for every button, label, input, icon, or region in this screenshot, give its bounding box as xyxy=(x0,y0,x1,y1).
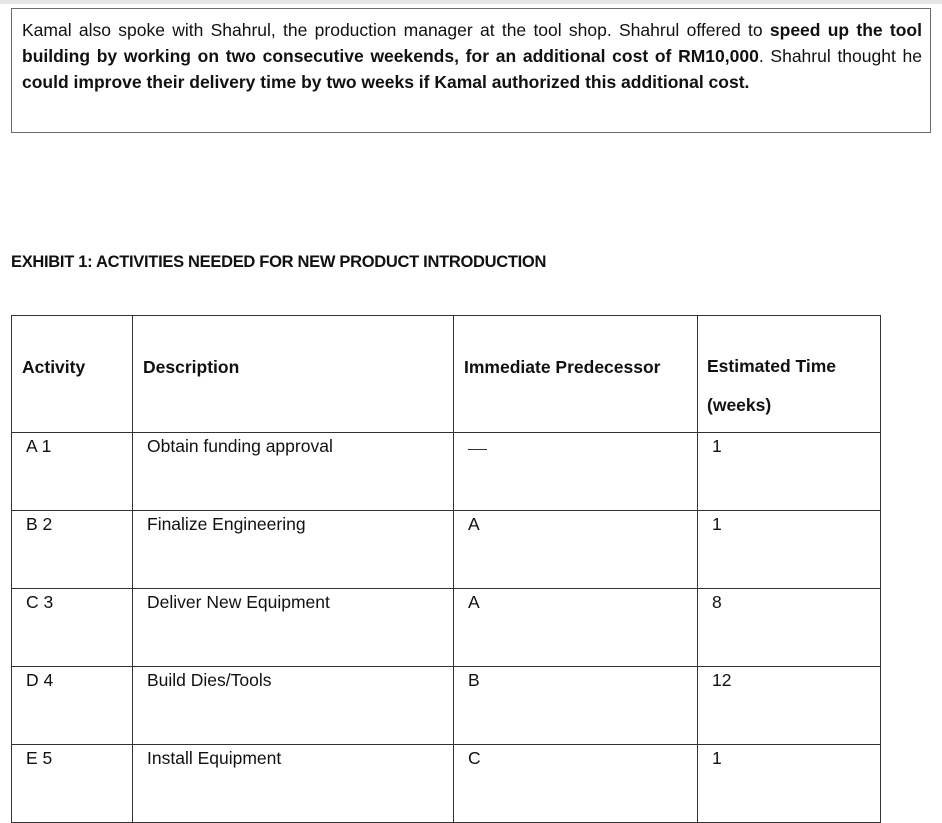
predecessor-cell: A xyxy=(454,589,698,667)
time-cell: 12 xyxy=(698,667,881,745)
none-dash xyxy=(468,435,487,450)
header-activity: Activity xyxy=(12,316,133,433)
predecessor-cell: C xyxy=(454,745,698,823)
activity-cell: A 1 xyxy=(12,433,133,511)
activity-cell: E 5 xyxy=(12,745,133,823)
paragraph-bold-1: speed up the tool building by working on two consecutive weekends, for an additional cost of RM10,000 xyxy=(22,20,922,66)
time-cell: 8 xyxy=(698,589,881,667)
time-cell: 1 xyxy=(698,433,881,511)
time-cell: 1 xyxy=(698,745,881,823)
paragraph-text-1: Kamal also spoke with Shahrul, the production manager at the tool shop. Shahrul offered to xyxy=(22,20,770,40)
paragraph-text-2: . Shahrul thought he xyxy=(758,46,922,66)
table-row xyxy=(12,589,881,667)
description-cell: Finalize Engineering xyxy=(133,511,454,589)
table-header-row xyxy=(12,316,881,433)
narrative-text-box xyxy=(11,8,931,133)
activity-cell: D 4 xyxy=(12,667,133,745)
page-top-border xyxy=(0,0,942,4)
header-time-line2: (weeks) xyxy=(707,395,772,415)
activities-table xyxy=(11,315,881,823)
description-cell: Build Dies/Tools xyxy=(133,667,454,745)
table-row xyxy=(12,745,881,823)
table-row xyxy=(12,511,881,589)
exhibit-title: EXHIBIT 1: ACTIVITIES NEEDED FOR NEW PRODUCT INTRODUCTION xyxy=(11,253,547,271)
header-description: Description xyxy=(133,316,454,433)
predecessor-cell: A xyxy=(454,511,698,589)
predecessor-cell xyxy=(454,433,698,511)
activity-cell: C 3 xyxy=(12,589,133,667)
predecessor-cell: B xyxy=(454,667,698,745)
description-cell: Install Equipment xyxy=(133,745,454,823)
table-row xyxy=(12,667,881,745)
table-row xyxy=(12,433,881,511)
activity-cell: B 2 xyxy=(12,511,133,589)
header-predecessor: Immediate Predecessor xyxy=(454,316,698,433)
header-time-line1: Estimated Time xyxy=(707,356,837,376)
description-cell: Deliver New Equipment xyxy=(133,589,454,667)
time-cell: 1 xyxy=(698,511,881,589)
paragraph-bold-2: could improve their delivery time by two weeks if Kamal authorized this additional cost. xyxy=(22,72,750,92)
header-estimated-time xyxy=(698,316,881,433)
description-cell: Obtain funding approval xyxy=(133,433,454,511)
